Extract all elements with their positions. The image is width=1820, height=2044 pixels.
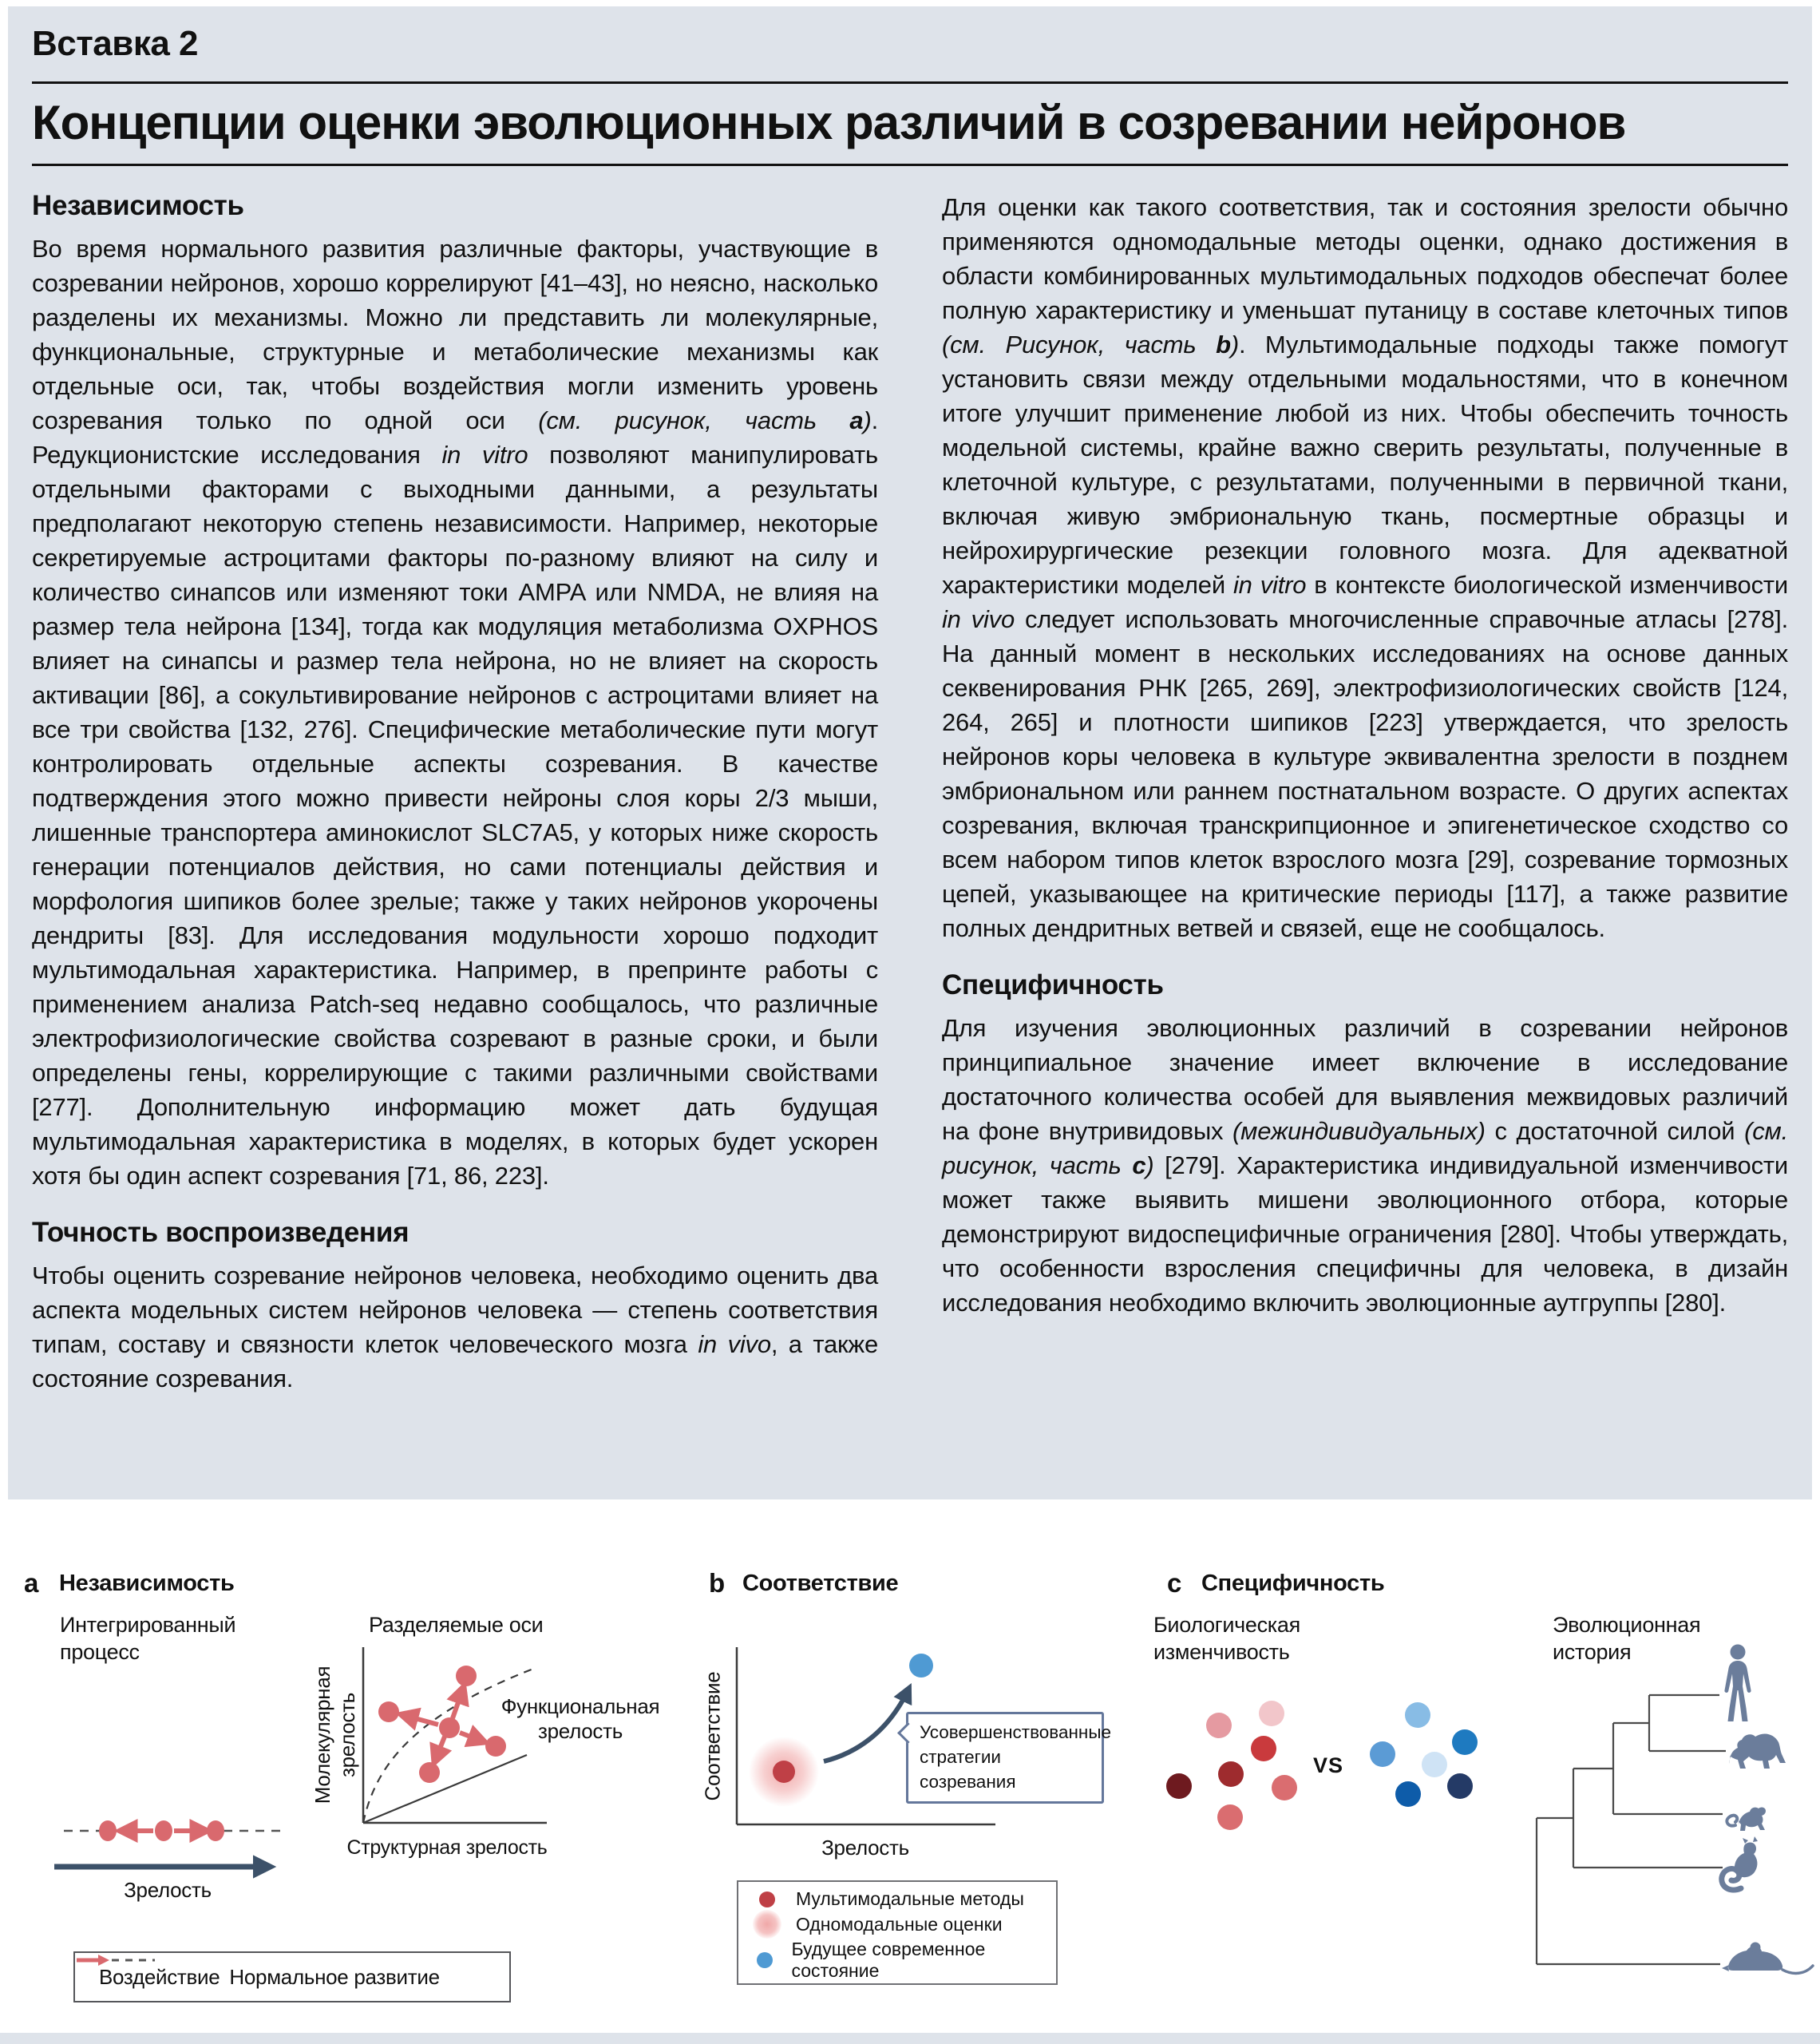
- separable-axes-label: Разделяемые оси: [369, 1613, 544, 1637]
- variability-dot-blue: [1422, 1752, 1447, 1777]
- unimodal-legend-label: Одномодальные оценки: [796, 1913, 1003, 1935]
- perturbed-state-dot: [419, 1762, 440, 1783]
- perturbation-legend-label: Воздействие: [99, 1964, 220, 1989]
- panel-b-title: Соответствие: [742, 1571, 899, 1596]
- perturbation-arrow-icon: [75, 1953, 110, 1967]
- paragraph-specificity: Для изучения эволюционных различий в созревании нейронов принципиальное значение имеет включение в исследование достаточного количества особей для выявления межвидовых различий на фоне внутривидовых (межиндивидуальных) с достаточной силой (см. рисунок, часть c) [279]. Характеристика индивидуальной изменчивости может также выявить мишени эволюционного отбора, которые демонстрируют видоспецифичные ограничения [280]. Чтобы утверждать, что особенности взросления специфичны для человека, в дизайн исследования необходимо включить эволюционные аутгруппы [280].: [942, 1014, 1788, 1317]
- panel-a-legend: [73, 1951, 511, 2002]
- multimodal-dot: [773, 1761, 795, 1783]
- panel-b-legend: [737, 1880, 1058, 1985]
- box-title: Концепции оценки эволюционных различий в созревании нейронов: [32, 96, 1626, 149]
- box-2-panel: [8, 6, 1812, 1499]
- molecular-maturity-axis-label: Молекулярная зрелость: [311, 1666, 359, 1804]
- panel-a-title: Независимость: [59, 1571, 235, 1596]
- variability-dot-red: [1217, 1804, 1243, 1830]
- left-column: [32, 190, 878, 1400]
- title-rule-top: [32, 81, 1788, 84]
- future-dot-icon: [757, 1952, 773, 1968]
- future-state-dot: [909, 1654, 933, 1678]
- matching-axis-label: Соответствие: [700, 1671, 725, 1801]
- panel-b-letter: b: [709, 1568, 726, 1598]
- center-state-dot: [439, 1717, 460, 1738]
- functional-maturity-annotation: Функциональная зрелость: [500, 1694, 660, 1743]
- future-legend-label: Будущее современное состояние: [791, 1939, 986, 1981]
- heading-independence: Независимость: [32, 190, 244, 221]
- normal-development-dash-icon: [112, 1953, 155, 1967]
- maturation-state-dot: [155, 1820, 172, 1841]
- variability-dot-blue: [1395, 1781, 1421, 1807]
- arrow-right: [460, 1733, 483, 1741]
- variability-dot-blue: [1405, 1702, 1430, 1728]
- box-kicker: Вставка 2: [32, 24, 199, 63]
- maturation-state-dot: [99, 1820, 117, 1841]
- variability-dot-blue: [1370, 1741, 1395, 1767]
- macaque-silhouette: [1727, 1808, 1766, 1831]
- right-column: [942, 190, 1788, 1400]
- biological-variability-label: Биологическая изменчивость: [1153, 1613, 1300, 1664]
- legend-row-unimodal: [738, 1910, 1056, 1939]
- paragraph-fidelity: Чтобы оценить созревание нейронов человека, необходимо оценить два аспекта модельных систем нейронов человека — степень соответствия типам, составу и связности клеток человеческого мозга in vivo, а также состояние созревания.: [32, 1262, 878, 1392]
- normal-development-legend-label: Нормальное развитие: [229, 1964, 440, 1989]
- improved-strategies-callout: Усовершенствованные стратегии созревания: [906, 1712, 1104, 1804]
- integrated-process-diagram: [54, 1820, 283, 1867]
- structural-maturity-axis-label: Структурная зрелость: [346, 1836, 548, 1859]
- variability-dot-red: [1166, 1773, 1192, 1799]
- vs-label: VS: [1313, 1753, 1344, 1777]
- paragraph-independence: Во время нормального развития различные факторы, участвующие в созревании нейронов, хорошо коррелируют [41–43], но неясно, насколько разделены их механизмы. Можно ли представить ли молекулярные, функциональные, структурные и метаболические механизмы как отдельные оси, так, чтобы воздействия могли изменить уровень созревания только по одной оси (см. рисунок, часть а). Редукционистские исследования in vitro позволяют манипулировать отдельными факторами с выходными данными, а результаты предполагают некоторую степень независимости. Например, некоторые секретируемые астроцитами факторы по-разному влияют на силу и количество синапсов или изменяют токи AMPA или NMDA, не влияя на размер тела нейрона [134], тогда как модуляция метаболизма OXPHOS влияет на синапсы и размер тела нейрона, но не влияет на скорость активации [86], а сокультивирование нейронов с астроцитами влияет на все три свойства [132, 276]. Специфические метаболические пути могут контролировать отдельные аспекты созревания. В качестве подтверждения этого можно привести нейроны слоя коры 2/3 мыши, лишенные транспортера аминокислот SLC7A5, у которых ниже скорость генерации потенциалов действия, но сами потенциалы действия и морфология шипиков более зрелые; также у таких нейронов укорочены дендриты [83]. Для исследования модульности хорошо подходит мультимодальная характеристика. Например, в препринте работы с применением анализа Patch-seq недавно сообщалось, что различные электрофизиологические свойства созревают в разные сроки, и были определены гены, коррелирующие с такими различными свойствами [277]. Дополнительную информацию может дать будущая мультимодальная характеристика в моделях, в которых будет ускорен хотя бы один аспект созревания [71, 86, 223].: [32, 235, 879, 1190]
- arrow-left: [403, 1715, 438, 1725]
- heading-specificity: Специфичность: [942, 969, 1164, 1000]
- multimodal-legend-label: Мультимодальные методы: [796, 1888, 1024, 1909]
- variability-dot-red: [1259, 1701, 1284, 1726]
- legend-row-multimodal: [738, 1888, 1056, 1910]
- panel-c-letter: c: [1167, 1568, 1182, 1598]
- variability-dot-blue: [1447, 1773, 1473, 1799]
- variability-dot-red: [1206, 1713, 1232, 1738]
- unimodal-glow-icon: [753, 1910, 781, 1939]
- maturation-state-dot: [207, 1820, 224, 1841]
- panel-c-title: Специфичность: [1201, 1571, 1385, 1596]
- title-rule-bottom: [32, 164, 1788, 166]
- figure: [0, 1499, 1820, 2044]
- normal-development-curve: [363, 1669, 533, 1823]
- phylogenetic-tree: [1537, 1695, 1726, 1964]
- chimpanzee-silhouette: [1730, 1733, 1786, 1769]
- legend-row-future: [738, 1939, 1056, 1982]
- evolutionary-history-label: Эволюционная история: [1553, 1613, 1701, 1664]
- variability-dot-red: [1218, 1761, 1244, 1787]
- arrow-down: [435, 1737, 445, 1761]
- variability-dot-red: [1272, 1775, 1297, 1800]
- bottom-strip: [0, 2033, 1820, 2044]
- panel-a-letter: a: [24, 1568, 39, 1598]
- perturbed-state-dot: [456, 1666, 477, 1686]
- paragraph-matching: Для оценки как такого соответствия, так и состояния зрелости обычно применяются одномодальные методы оценки, однако достижения в области комбинированных мультимодальных подходов обеспечат более полную характеристику и уменьшат путаницу в составе клеточных типов (см. Рисунок, часть b). Мультимодальные подходы также помогут установить связи между отдельными модальностями, что в конечном итоге улучшит применение любой из них. Чтобы обеспечить точность модельной системы, крайне важно сверить результаты, полученные в клеточной культуре, с результатами, полученными в первичной ткани, включая живую эмбриональную ткань, посмертные образцы и нейрохирургические резекции головного мозга. Для адекватной характеристики моделей in vitro в контексте биологической изменчивости in vivo следует использовать многочисленные справочные атласы [278]. На данный момент в нескольких исследованиях на основе данных секвенирования РНК [265, 269], электрофизиологических свойств [124, 264, 265] и плотности шипиков [223] утверждается, что зрелость нейронов коры человека в культуре эквивалентна зрелости в позднем эмбриональном или раннем постнатальном возрасте. О других аспектах созревания, включая транскрипционное и эпигенетическое сходство со всем набором типов клеток взрослого мозга [29], созревание тормозных цепей, указывающее на критические периоды [117], а также развитие полных дендритных ветвей и связей, еще не сообщалось.: [942, 193, 1788, 942]
- tarsier-silhouette: [1722, 1836, 1758, 1890]
- improvement-curve-arrow: [824, 1689, 908, 1761]
- perturbed-state-dot: [378, 1701, 399, 1722]
- variability-dot-blue: [1452, 1729, 1478, 1755]
- heading-fidelity: Точность воспроизведения: [32, 1217, 410, 1248]
- multimodal-dot-icon: [759, 1891, 775, 1907]
- variability-dot-red: [1251, 1736, 1276, 1761]
- maturity-axis-label: Зрелость: [124, 1878, 212, 1902]
- maturity-axis-label-b: Зрелость: [821, 1836, 909, 1860]
- two-column-text: [32, 190, 1788, 1400]
- mouse-silhouette: [1722, 1943, 1813, 1974]
- integrated-process-label: Интегрированный процесс: [60, 1613, 236, 1664]
- species-silhouettes: [1722, 1645, 1813, 1974]
